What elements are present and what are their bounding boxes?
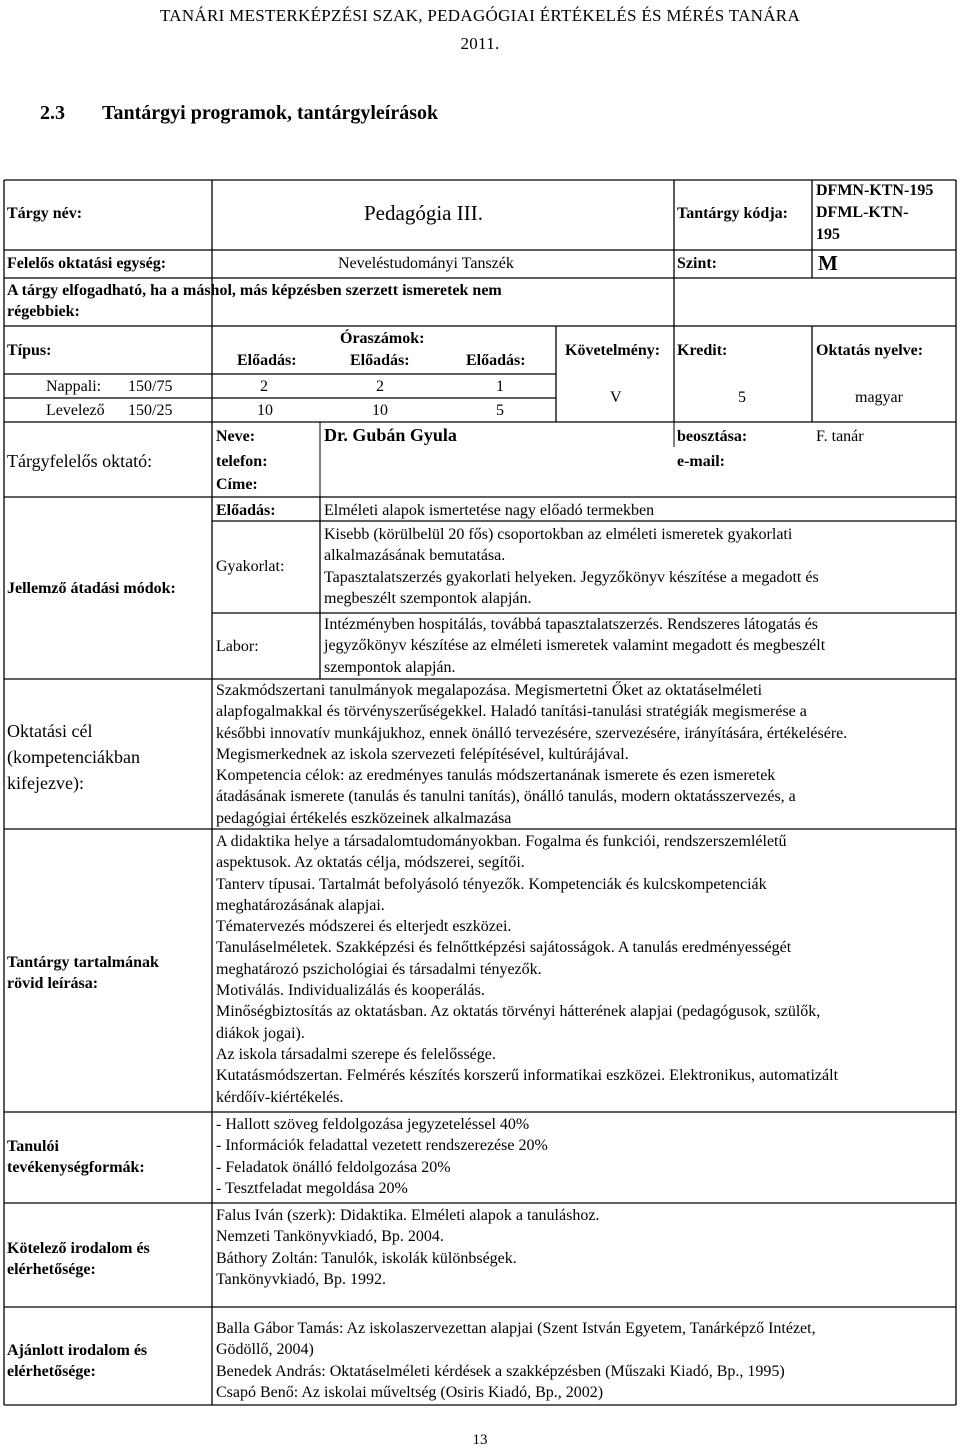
content-line: Tanterv típusai. Tartalmát befolyásoló tényezők. Kompetenciák és kulcskompetenciák: [216, 875, 767, 893]
recommended-lit-line: Gödöllő, 2004): [216, 1341, 314, 1359]
acceptance-label-line: régebbiek:: [7, 303, 80, 321]
row-fulltime-h3: 1: [496, 378, 504, 395]
course-code-line: DFML-KTN-: [816, 204, 909, 221]
content-line: Tématervezés módszerei és elterjedt eszközei.: [216, 918, 512, 936]
activities-label-line: tevékenységformák:: [7, 1159, 145, 1177]
teacher-name-label: Neve:: [216, 428, 256, 445]
level-value: M: [818, 251, 838, 275]
content-line: meghatározásának alapjai.: [216, 896, 385, 914]
teacher-position: F. tanár: [816, 428, 864, 445]
required-lit-label-line: Kötelező irodalom és: [7, 1240, 150, 1257]
activities-label: [7, 1136, 145, 1179]
methods-lab-line: Intézményben hospitálás, továbbá tapasztalatszerzés. Rendszeres látogatás és: [324, 616, 819, 633]
acceptance-label-line: A tárgy elfogadható, ha a máshol, más képzésben szerzett ismeretek nem: [7, 282, 502, 299]
running-header-year: 2011.: [460, 34, 500, 53]
content-line: A didaktika helye a társadalomtudományokban. Fogalma és funkciói, rendszerszemléletű: [216, 833, 787, 850]
row-fulltime-label: Nappali:: [46, 378, 102, 395]
language-value: magyar: [855, 389, 903, 406]
language-label: Oktatás nyelve:: [816, 342, 924, 359]
goals-line: Szakmódszertani tanulmányok megalapozása. Megismertetni Őket az oktatáselméleti: [216, 682, 763, 699]
recommended-lit-text: [216, 1318, 816, 1403]
goals-text: [216, 680, 847, 829]
requirement-label: Követelmény:: [565, 342, 661, 359]
goals-line: átadásának ismerete (tanulás és tanulni tanítás), önálló tanulás, modern oktatásszervezés, a: [216, 788, 796, 806]
required-lit-line: Báthory Zoltán: Tanulók, iskolák különbségek.: [216, 1249, 517, 1267]
methods-lab-label: Labor:: [216, 638, 259, 655]
course-code-label: Tantárgy kódja:: [677, 205, 788, 222]
content-line: Az iskola társadalmi szerepe és felelőssége.: [216, 1045, 496, 1063]
course-code-line: DFMN-KTN-195: [816, 182, 934, 199]
content-label: [7, 952, 159, 995]
row-fulltime-h1: 2: [260, 378, 268, 395]
goals-line: alapfogalmakkal és törvényszerűségekkel. Haladó tanítási-tanulási stratégiák megismerése a: [216, 703, 807, 721]
activities-line: - Hallott szöveg feldolgozása jegyzeteléssel 40%: [216, 1116, 530, 1133]
methods-practice-line: alkalmazásának bemutatása.: [324, 547, 506, 565]
course-code-line: 195: [816, 226, 840, 243]
row-parttime-ratio: 150/25: [128, 402, 173, 419]
goals-label-line: Oktatási cél: [7, 721, 93, 741]
section-title: Tantárgyi programok, tantárgyleírások: [102, 102, 439, 124]
credit-label: Kredit:: [677, 342, 728, 359]
teacher-email-label: e-mail:: [677, 453, 725, 470]
goals-line: pedagógiai értékelés eszközeinek alkalmazása: [216, 809, 512, 827]
row-parttime-h3: 5: [496, 402, 504, 419]
credit-value: 5: [738, 389, 746, 406]
unit-label: Felelős oktatási egység:: [7, 255, 167, 272]
activities-text: [216, 1114, 548, 1199]
course-name: Pedagógia III.: [364, 201, 483, 225]
content-line: Motiválás. Individualizálás és kooperálás.: [216, 982, 485, 1000]
goals-label: [7, 718, 140, 796]
methods-lab-line: jegyzőkönyv készítése az elméleti ismeretek valamint megadott és megbeszélt: [324, 637, 826, 655]
content-line: kérdőív-kiértékelés.: [216, 1088, 344, 1106]
recommended-lit-line: Csapó Benő: Az iskolai műveltség (Osiris Kiadó, Bp., 2002): [216, 1383, 604, 1401]
content-label-line: rövid leírása:: [7, 975, 99, 993]
goals-label-line: (kompetenciákban: [7, 747, 140, 767]
goals-line: későbbi innovatív munkájukhoz, ennek önálló tervezésére, szervezésére, irányítására, értékelésére.: [216, 724, 848, 742]
row-parttime-h2: 10: [372, 402, 388, 419]
row-parttime-label: Levelező: [46, 402, 105, 419]
content-line: aspektusok. Az oktatás célja, módszerei, segítői.: [216, 854, 525, 872]
requirement-value: V: [610, 389, 622, 406]
activities-line: - Feladatok önálló feldolgozása 20%: [216, 1158, 451, 1176]
content-text: [216, 831, 838, 1108]
required-lit-text: [216, 1205, 599, 1290]
methods-practice-line: megbeszélt szempontok alapján.: [324, 589, 532, 607]
unit-value: Neveléstudományi Tanszék: [338, 255, 514, 272]
course-name-label: Tárgy név:: [7, 205, 83, 222]
required-lit-line: Tankönyvkiadó, Bp. 1992.: [216, 1270, 386, 1288]
goals-line: Megismerkednek az iskola szervezeti felépítésével, kultúrájával.: [216, 745, 629, 763]
teacher-section-label: Tárgyfelelős oktató:: [7, 451, 153, 471]
acceptance-label: [7, 280, 502, 323]
page-number: 13: [472, 1432, 488, 1448]
col-lecture-1: Előadás:: [237, 352, 297, 369]
section-heading: [40, 102, 438, 125]
goals-line: Kompetencia célok: az eredményes tanulás módszertanának ismerete és ezen ismeretek: [216, 767, 776, 785]
methods-practice-label: Gyakorlat:: [216, 558, 285, 575]
content-line: Minőségbiztosítás az oktatásban. Az oktatás törvényi hátterének alapjai (pedagógusok, szülők,: [216, 1003, 821, 1021]
recommended-lit-label-line: elérhetősége:: [7, 1363, 96, 1381]
level-label: Szint:: [677, 255, 717, 272]
course-code: [816, 180, 933, 246]
methods-lab-line: szempontok alapján.: [324, 658, 456, 676]
methods-label: Jellemző átadási módok:: [7, 580, 176, 597]
recommended-lit-line: Balla Gábor Tamás: Az iskolaszervezettan alapjai (Szent István Egyetem, Tanárképző Intézet,: [216, 1320, 816, 1337]
section-number: 2.3: [40, 102, 65, 124]
recommended-lit-label: [7, 1340, 147, 1383]
col-lecture-2: Előadás:: [350, 352, 410, 369]
required-lit-line: Nemzeti Tankönyvkiadó, Bp. 2004.: [216, 1228, 444, 1246]
content-label-line: Tantárgy tartalmának: [7, 954, 159, 971]
content-line: meghatározó pszichológiai és társadalmi tényezők.: [216, 960, 542, 978]
methods-practice-line: Kisebb (körülbelül 20 fős) csoportokban az elméleti ismeretek gyakorlati: [324, 526, 793, 543]
content-line: diákok jogai).: [216, 1024, 305, 1042]
type-label: Típus:: [7, 342, 52, 359]
hours-label: Óraszámok:: [340, 330, 425, 347]
teacher-name: Dr. Gubán Gyula: [324, 425, 457, 445]
methods-lab: [324, 614, 825, 678]
teacher-phone-label: telefon:: [216, 453, 268, 470]
required-lit-line: Falus Iván (szerk): Didaktika. Elméleti alapok a tanuláshoz.: [216, 1207, 600, 1224]
methods-lecture-label: Előadás:: [216, 502, 276, 519]
activities-label-line: Tanulói: [7, 1138, 59, 1155]
required-lit-label: [7, 1238, 150, 1281]
methods-lecture: Elméleti alapok ismertetése nagy előadó termekben: [324, 502, 655, 519]
methods-practice: [324, 524, 819, 609]
recommended-lit-line: Benedek András: Oktatáselméleti kérdések a szakképzésben (Műszaki Kiadó, Bp., 1995): [216, 1362, 785, 1380]
row-fulltime-h2: 2: [376, 378, 384, 395]
methods-practice-line: Tapasztalatszerzés gyakorlati helyeken. Jegyzőkönyv készítése a megadott és: [324, 568, 819, 586]
row-parttime-h1: 10: [257, 402, 273, 419]
activities-line: - Információk feladattal vezetett rendszerezése 20%: [216, 1137, 548, 1155]
teacher-address-label: Címe:: [216, 476, 258, 493]
required-lit-label-line: elérhetősége:: [7, 1261, 96, 1279]
goals-label-line: kifejezve):: [7, 773, 84, 793]
content-line: Kutatásmódszertan. Felmérés készítés korszerű informatikai eszközei. Elektronikus, automatizált: [216, 1067, 839, 1085]
recommended-lit-label-line: Ajánlott irodalom és: [7, 1342, 148, 1359]
teacher-position-label: beosztása:: [677, 428, 748, 445]
activities-line: - Tesztfeladat megoldása 20%: [216, 1179, 408, 1197]
row-fulltime-ratio: 150/75: [128, 378, 173, 395]
running-header: TANÁRI MESTERKÉPZÉSI SZAK, PEDAGÓGIAI ÉRTÉKELÉS ÉS MÉRÉS TANÁRA: [159, 6, 801, 25]
content-line: Tanuláselméletek. Szakképzési és felnőttképzési sajátosságok. A tanulás eredményességét: [216, 939, 792, 957]
col-lecture-3: Előadás:: [466, 352, 526, 369]
